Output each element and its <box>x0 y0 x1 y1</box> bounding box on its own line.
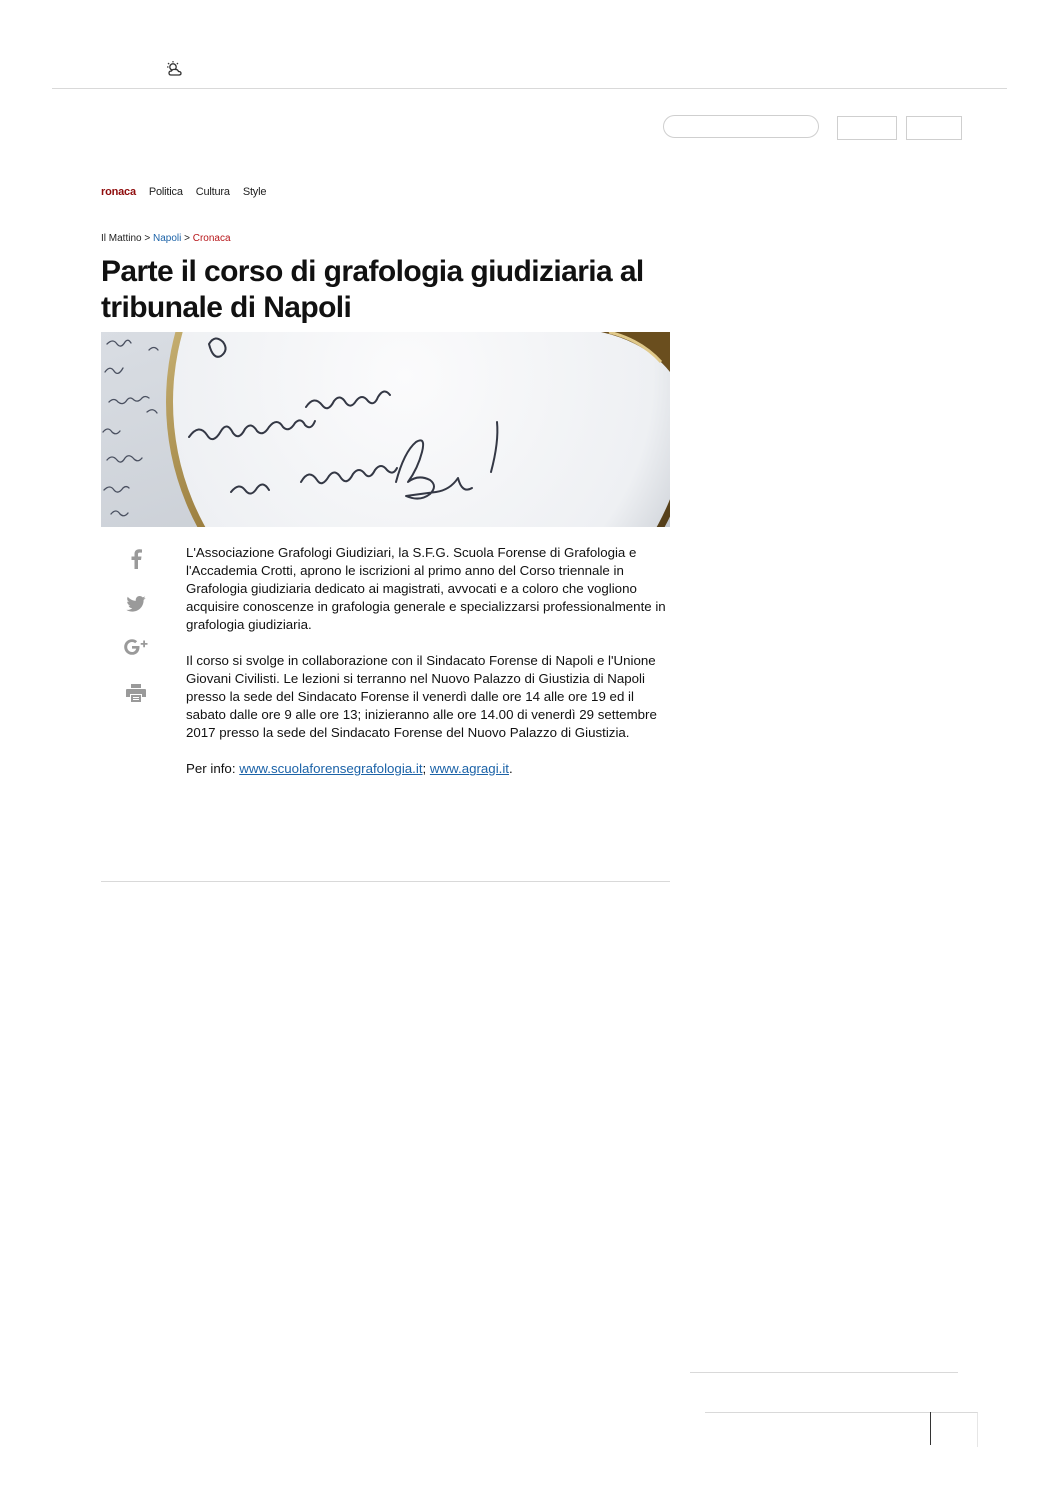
nav-item-cronaca[interactable]: ronaca <box>101 186 136 198</box>
weather-partly-cloudy-icon <box>165 60 185 78</box>
link-agragi[interactable]: www.agragi.it <box>429 761 509 776</box>
header-button-1[interactable] <box>837 116 897 140</box>
breadcrumb-root[interactable]: Il Mattino <box>101 233 142 244</box>
google-plus-icon <box>124 637 148 664</box>
link-scuolaforensegrafologia[interactable]: www.scuolaforensegrafologia.it <box>239 761 423 776</box>
twitter-icon <box>126 596 146 617</box>
article-info-line <box>186 760 672 778</box>
article-body <box>186 544 672 796</box>
header-button-2[interactable] <box>906 116 962 140</box>
twitter-share-button[interactable] <box>124 594 148 618</box>
facebook-share-button[interactable] <box>124 549 148 573</box>
article-title: Parte il corso di grafologia giudiziaria al tribunale di Napoli <box>101 255 644 324</box>
info-suffix: . <box>509 761 513 776</box>
breadcrumb-cronaca[interactable]: Cronaca <box>192 233 231 244</box>
article-paragraph: Il corso si svolge in collaborazione con il Sindacato Forense di Napoli e l'Unione Giovani Civilisti. Le lezioni si terranno nel Nuovo Palazzo di Giustizia di Napoli presso la sede del Sindacato Forense il venerdì dalle ore 14 alle ore 19 ed il sabato dalle ore 9 alle ore 13; inizieranno alle ore 14.00 di venerdì 29 settembre 2017 presso la sede del Sindacato Forense del Nuovo Palazzo di Giustizia. <box>186 653 657 740</box>
nav-item-politica[interactable]: Politica <box>148 186 183 198</box>
article-hero-image <box>101 332 670 527</box>
breadcrumb-separator: > <box>141 233 153 244</box>
search-input[interactable] <box>663 115 819 138</box>
print-icon <box>126 684 146 707</box>
google-plus-share-button[interactable] <box>124 638 148 662</box>
sidebar-input-box[interactable] <box>705 1412 978 1447</box>
info-separator: ; <box>422 761 430 776</box>
header-divider <box>52 88 1007 89</box>
info-prefix: Per info: <box>186 761 240 776</box>
sidebar-input-caret <box>930 1412 931 1445</box>
breadcrumb-napoli[interactable]: Napoli <box>152 233 182 244</box>
print-button[interactable] <box>124 683 148 707</box>
nav-item-cultura[interactable]: Cultura <box>195 186 230 198</box>
article-end-divider <box>101 881 670 882</box>
breadcrumb <box>101 233 231 244</box>
nav-item-style[interactable]: Style <box>242 186 267 198</box>
article-paragraph: L'Associazione Grafologi Giudiziari, la S.F.G. Scuola Forense di Grafologia e l'Accademia Crotti, aprono le iscrizioni al primo anno del Corso triennale in Grafologia giudiziaria dedicato ai magistrati, avvocati e a coloro che vogliono acquisire conoscenze in grafologia generale e specializzarsi professionalmente in grafologia giudiziaria. <box>186 545 666 632</box>
breadcrumb-separator: > <box>181 233 193 244</box>
section-nav <box>101 186 266 198</box>
facebook-icon <box>130 549 142 574</box>
sidebar-divider <box>690 1372 958 1373</box>
